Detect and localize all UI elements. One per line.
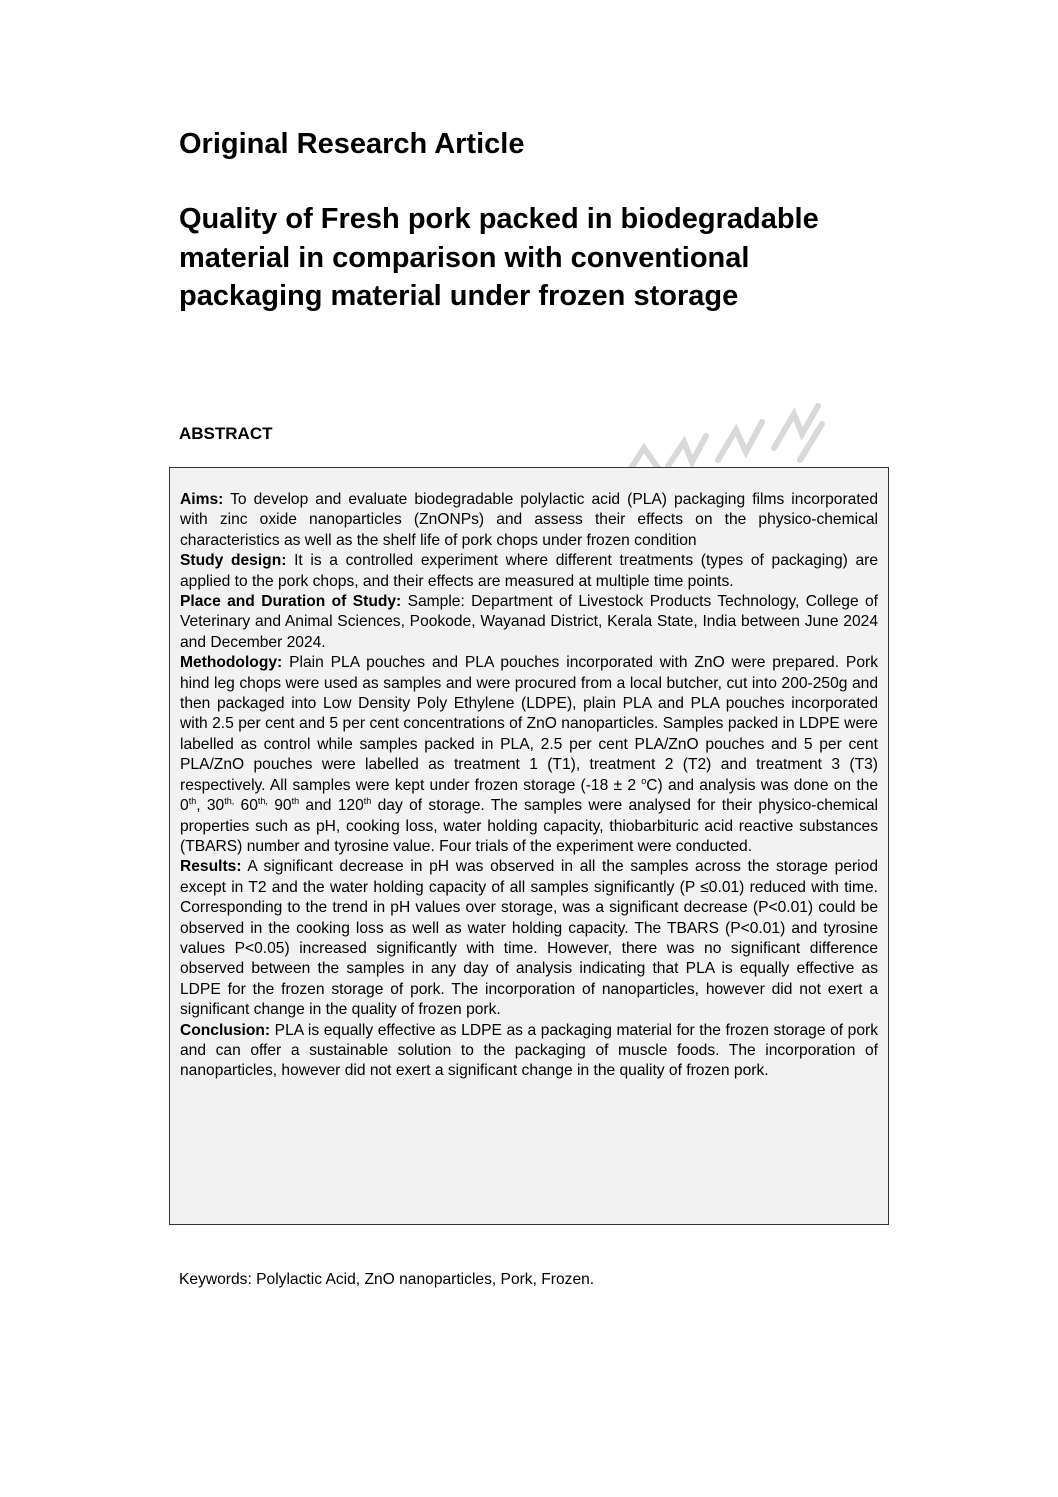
aims-label: Aims:: [180, 491, 224, 508]
methodology-text-d: 60: [234, 797, 258, 815]
degree-superscript: o: [641, 775, 647, 786]
th-superscript: th,: [224, 795, 235, 806]
conclusion-label: Conclusion:: [180, 1021, 271, 1039]
methodology-text-b: C) and analysis was done on the 0: [180, 776, 879, 815]
methodology-text-g: day of storage. The samples were analysed for their physico-chemical properties such as pH, cooking loss, water holding capacity, thiobarbituric acid reactive substances (TBARS) number and tyrosine value. Four trials of the experiment were conducted.: [180, 797, 878, 855]
th-superscript: th: [291, 795, 300, 806]
article-type-heading: Original Research Article: [179, 128, 525, 160]
th-superscript: th,: [257, 795, 268, 806]
study-design-label: Study design:: [180, 552, 287, 570]
abstract-heading: ABSTRACT: [179, 424, 273, 443]
place-label: Place and Duration of Study:: [180, 593, 402, 611]
place-text: Sample: Department of Livestock Products Technology, College of Veterinary and Animal Sciences, Pookode, Wayanad District, Kerala State, India between June 2024 and December 2024.: [180, 593, 878, 651]
paper-title: Quality of Fresh pork packed in biodegradable material in comparison with conventional packaging material under frozen storage: [179, 203, 819, 312]
keywords-line: Keywords: Polylactic Acid, ZnO nanoparticles, Pork, Frozen.: [179, 1271, 595, 1288]
aims-text: To develop and evaluate biodegradable polylactic acid (PLA) packaging films incorporated with zinc oxide nanoparticles (ZnONPs) and assess their effects on the physico-chemical characteristics as well as the shelf life of pork chops under frozen condition: [180, 491, 878, 549]
study-design-text: It is a controlled experiment where different treatments (types of packaging) are applied to the pork chops, and their effects are measured at multiple time points.: [180, 552, 878, 590]
abstract-text: [180, 490, 878, 1082]
results-label: Results:: [180, 858, 242, 876]
methodology-text-f: and 120: [299, 797, 364, 815]
methodology-text-a: Plain PLA pouches and PLA pouches incorporated with ZnO were prepared. Pork hind leg chops were used as samples and were procured from a local butcher, cut into 200-250g and then packaged into Low Density Poly Ethylene (LDPE), plain PLA and PLA pouches incorporated with 2.5 per cent and 5 per cent concentrations of ZnO nanoparticles. Samples packed in LDPE were labelled as control while samples packed in PLA, 2.5 per cent PLA/ZnO pouches and 5 per cent PLA/ZnO pouches were labelled as treatment 1 (T1), treatment 2 (T2) and treatment 3 (T3) respectively. All samples were kept under frozen storage (-18 ± 2: [180, 654, 878, 794]
results-text: A significant decrease in pH was observed in all the samples across the storage period except in T2 and the water holding capacity of all samples significantly (P ≤0.01) reduced with time. Corresponding to the trend in pH values over storage, was a significant decrease (P<0.01) could be observed in the cooking loss as well as water holding capacity. The TBARS (P<0.01) and tyrosine values P<0.05) increased significantly with time. However, there was no significant difference observed between the samples in any day of analysis indicating that PLA is equally effective as LDPE for the frozen storage of pork. The incorporation of nanoparticles, however did not exert a significant change in the quality of frozen pork.: [180, 858, 878, 1019]
abstract-box: [169, 467, 889, 1225]
conclusion-text: PLA is equally effective as LDPE as a packaging material for the frozen storage of pork and can offer a sustainable solution to the packaging of muscle foods. The incorporation of nanoparticles, however did not exert a significant change in the quality of frozen pork.: [180, 1021, 878, 1080]
th-superscript: th: [188, 795, 197, 806]
methodology-text-c: , 30: [196, 797, 225, 815]
methodology-text-e: 90: [267, 797, 292, 815]
methodology-label: Methodology:: [180, 654, 283, 672]
th-superscript: th: [363, 795, 372, 806]
